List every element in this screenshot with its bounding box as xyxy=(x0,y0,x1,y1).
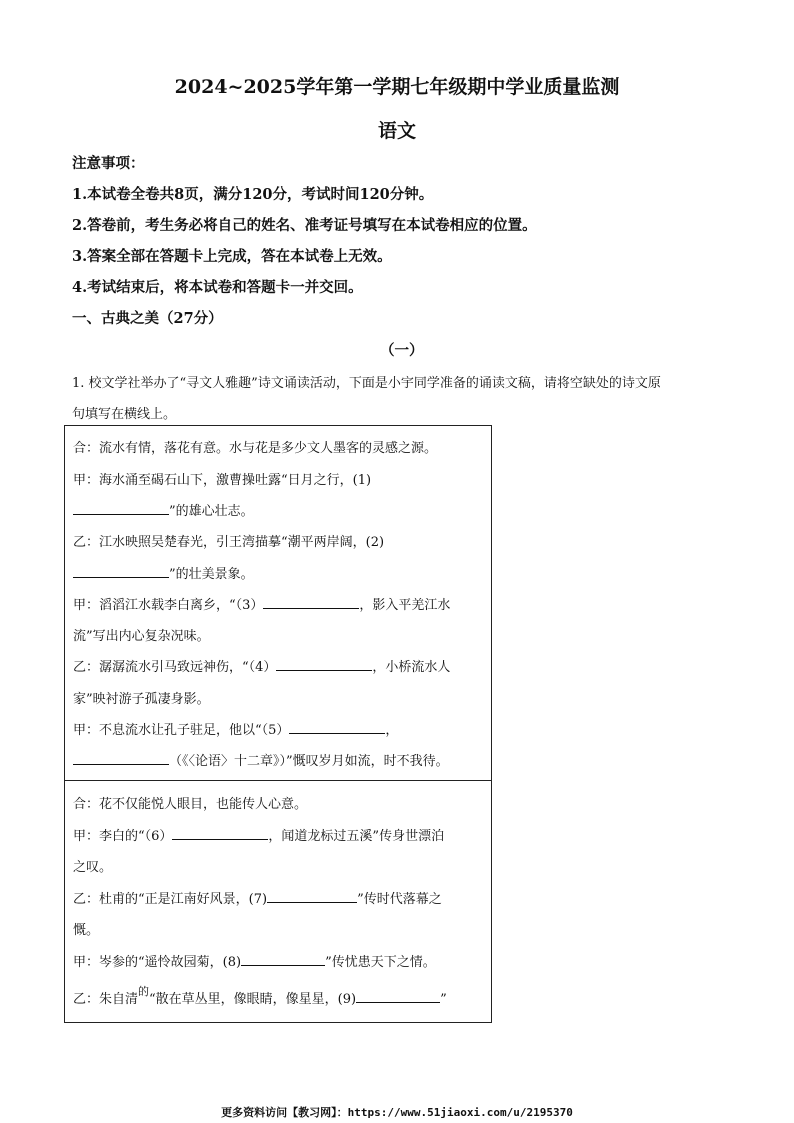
answer-blank-5b[interactable] xyxy=(73,750,169,765)
note-item-2: 2.答卷前，考生务必将自己的姓名、准考证号填写在本试卷相应的位置。 xyxy=(72,217,537,234)
script-line: ”的壮美景象。 xyxy=(73,563,254,582)
footer-link[interactable]: 更多资料访问【教习网】：https://www.51jiaoxi.com/u/2195370 xyxy=(221,1106,573,1119)
answer-blank-9[interactable] xyxy=(356,988,440,1003)
answer-blank-1[interactable] xyxy=(73,500,169,515)
script-line: 乙：朱自清$^的$“散在草丛里，像眼睛，像星星，(9) ” xyxy=(73,985,447,1007)
script-line: 甲：岑参的“遥怜故园菊，(8) ”传忧患天下之情。 xyxy=(73,951,436,970)
note-item-3: 3.答案全部在答题卡上完成，答在本试卷上无效。 xyxy=(72,248,392,265)
script-line: 甲：不息流水让孔子驻足，他以“（5） ， xyxy=(73,719,398,738)
script-line: 合：流水有情，落花有意。水与花是多少文人墨客的灵感之源。 xyxy=(73,441,438,456)
script-line: 之叹。 xyxy=(73,860,113,875)
answer-blank-2[interactable] xyxy=(73,563,169,578)
answer-blank-8[interactable] xyxy=(241,951,325,966)
script-line: 乙：杜甫的“正是江南好风景，(7) ”传时代落幕之 xyxy=(73,888,442,907)
script-box-divider xyxy=(64,780,491,781)
section-heading: 一、古典之美（27分） xyxy=(72,310,223,327)
note-item-1: 1.本试卷全卷共8页，满分120分，考试时间120分钟。 xyxy=(72,186,434,203)
script-line: 慨。 xyxy=(73,923,100,938)
script-line: 流”写出内心复杂况味。 xyxy=(73,629,210,644)
question-line-1: 1. 校文学社举办了“寻文人雅趣”诗文诵读活动，下面是小宇同学准备的诵读文稿，请将空缺处的诗文原 xyxy=(72,376,661,391)
script-line: 甲：滔滔江水载李白离乡，“（3） ，影入平羌江水 xyxy=(73,594,450,613)
exam-title: 2024~2025学年第一学期七年级期中学业质量监测 xyxy=(174,76,620,98)
script-line: 甲：李白的“（6） ，闻道龙标过五溪”传身世漂泊 xyxy=(73,825,444,844)
answer-blank-5a[interactable] xyxy=(289,719,385,734)
script-line: 甲：海水涌至碣石山下，激曹操吐露“日月之行，(1) xyxy=(73,473,372,488)
script-line: 乙：潺潺流水引马致远神伤，“（4） ，小桥流水人 xyxy=(73,656,450,675)
question-line-2: 句填写在横线上。 xyxy=(72,407,177,422)
script-line: 家”映衬游子孤凄身影。 xyxy=(73,692,210,707)
script-line: ”的雄心壮志。 xyxy=(73,500,254,519)
answer-blank-7[interactable] xyxy=(267,888,357,903)
script-line: 乙：江水映照吴楚春光，引王湾描摹“潮平两岸阔，(2) xyxy=(73,535,385,550)
answer-blank-6[interactable] xyxy=(172,825,268,840)
script-line: （《〈论语〉十二章》）”慨叹岁月如流，时不我待。 xyxy=(73,750,449,769)
part-heading: （一） xyxy=(380,342,424,359)
notes-heading: 注意事项： xyxy=(72,155,145,172)
note-item-4: 4.考试结束后，将本试卷和答题卡一并交回。 xyxy=(72,279,363,296)
subject-title: 语文 xyxy=(377,120,416,142)
script-line: 合：花不仅能悦人眼目，也能传人心意。 xyxy=(73,797,308,812)
answer-blank-4[interactable] xyxy=(276,656,372,671)
answer-blank-3[interactable] xyxy=(263,594,359,609)
